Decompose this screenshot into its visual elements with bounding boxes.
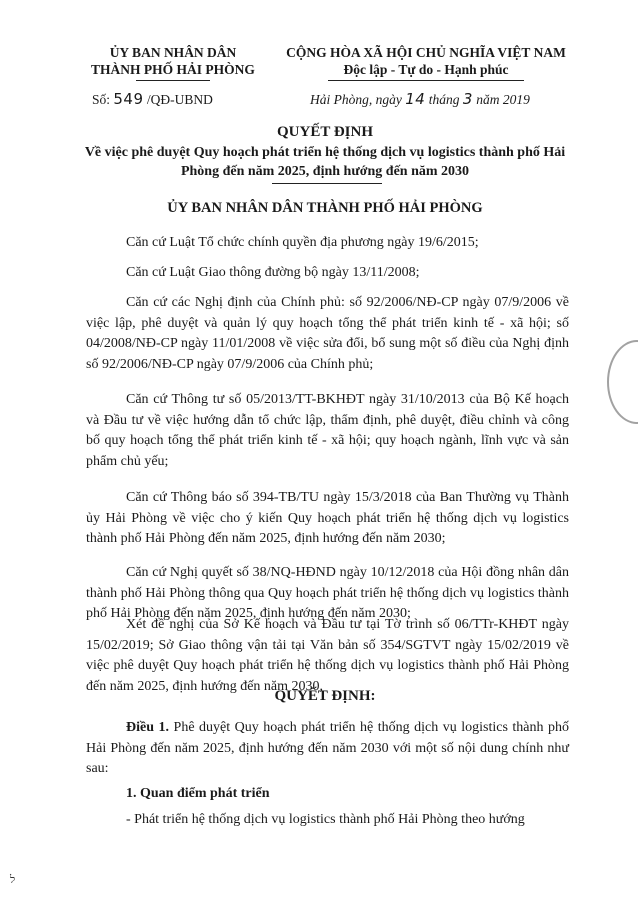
legal-basis-paragraph: Căn cứ Thông tư số 05/2013/TT-BKHĐT ngày 31/10/2013 của Bộ Kế hoạch và Đầu tư về việc hướng dẫn tổ chức lập, thẩm định, phê duyệt, điều chỉnh và công bố quy hoạch tổng thể phát triển kinh tế - xã hội; quy hoạch ngành, lĩnh vực và sản phẩm chủ yếu;	[86, 392, 569, 469]
decision-heading: QUYẾT ĐỊNH:	[274, 688, 376, 704]
article-1-text: Phê duyệt Quy hoạch phát triển hệ thống dịch vụ logistics thành phố Hải Phòng đến năm 2025, định hướng đến năm 2030 với một số nội dung chính như sau:	[86, 720, 570, 776]
legal-basis-paragraph: Căn cứ Luật Giao thông đường bộ ngày 13/11/2008;	[126, 265, 420, 280]
number-handwritten: 549	[113, 90, 144, 108]
date-month-label: tháng	[428, 92, 460, 107]
legal-basis-paragraph: Căn cứ Thông báo số 394-TB/TU ngày 15/3/2018 của Ban Thường vụ Thành ủy Hải Phòng về việc cho ý kiến Quy hoạch phát triển hệ thống dịch vụ logistics thành phố Hải Phòng đến năm 2025, định hướng đến năm 2030;	[86, 490, 569, 546]
document-type-title: QUYẾT ĐỊNH	[277, 124, 373, 140]
number-suffix: /QĐ-UBND	[146, 92, 213, 107]
proposal-paragraph: Xét đề nghị của Sở Kế hoạch và Đầu tư tại Tờ trình số 06/TTr-KHĐT ngày 15/02/2019; Sở Giao thông vận tải tại Văn bản số 354/SGTVT ngày 15/02/2019 về việc phê duyệt Quy hoạch phát triển hệ thống dịch vụ logistics thành phố Hải Phòng đến năm 2025, định hướng đến năm 2030,	[86, 617, 569, 694]
corner-handwritten-mark: ל	[10, 874, 16, 886]
date-day: 14	[405, 90, 426, 108]
legal-basis-paragraph: Căn cứ Luật Tổ chức chính quyền địa phương ngày 19/6/2015;	[126, 235, 479, 250]
national-motto-block	[282, 44, 570, 81]
legal-basis-paragraph: Căn cứ Nghị quyết số 38/NQ-HĐND ngày 10/12/2018 của Hội đồng nhân dân thành phố Hải Phòng thông qua Quy hoạch phát triển hệ thống dịch vụ logistics thành phố Hải Phòng đến năm 2025, định hướng đến năm 2030;	[86, 565, 569, 621]
number-prefix: Số:	[92, 92, 111, 107]
article-1	[86, 718, 569, 780]
issuer-line-2: THÀNH PHỐ HẢI PHÒNG	[91, 62, 255, 77]
official-seal	[607, 340, 638, 424]
date-month: 3	[462, 90, 473, 108]
document-date	[310, 90, 530, 108]
document-subject: Về việc phê duyệt Quy hoạch phát triển hệ thống dịch vụ logistics thành phố Hải Phòng đến năm 2025, định hướng đến năm 2030	[84, 145, 566, 179]
date-prefix: Hải Phòng, ngày	[310, 92, 402, 107]
date-year: năm 2019	[476, 92, 530, 107]
national-motto: Độc lập - Tự do - Hạnh phúc	[343, 62, 509, 77]
subject-underline	[272, 183, 382, 184]
legal-basis-paragraph: Căn cứ các Nghị định của Chính phủ: số 92/2006/NĐ-CP ngày 07/9/2006 về việc lập, phê duyệt và quản lý quy hoạch tổng thể phát triển kinh tế - xã hội; số 04/2008/NĐ-CP ngày 11/01/2008 về việc sửa đổi, bổ sung một số điều của Nghị định số 92/2006/NĐ-CP ngày 07/9/2006 của Chính phủ;	[86, 295, 569, 372]
issuer-block	[78, 44, 268, 81]
issuing-authority: ỦY BAN NHÂN DÂN THÀNH PHỐ HẢI PHÒNG	[167, 200, 483, 216]
section-1-bullet: - Phát triển hệ thống dịch vụ logistics thành phố Hải Phòng theo hướng	[126, 812, 525, 827]
document-number	[92, 90, 213, 108]
issuer-underline	[136, 80, 210, 81]
article-1-label: Điều 1.	[126, 720, 170, 735]
section-1-heading: 1. Quan điểm phát triển	[126, 786, 270, 801]
motto-underline	[328, 80, 524, 81]
issuer-line-1: ỦY BAN NHÂN DÂN	[109, 45, 237, 60]
national-title: CỘNG HÒA XÃ HỘI CHỦ NGHĨA VIỆT NAM	[286, 45, 566, 60]
